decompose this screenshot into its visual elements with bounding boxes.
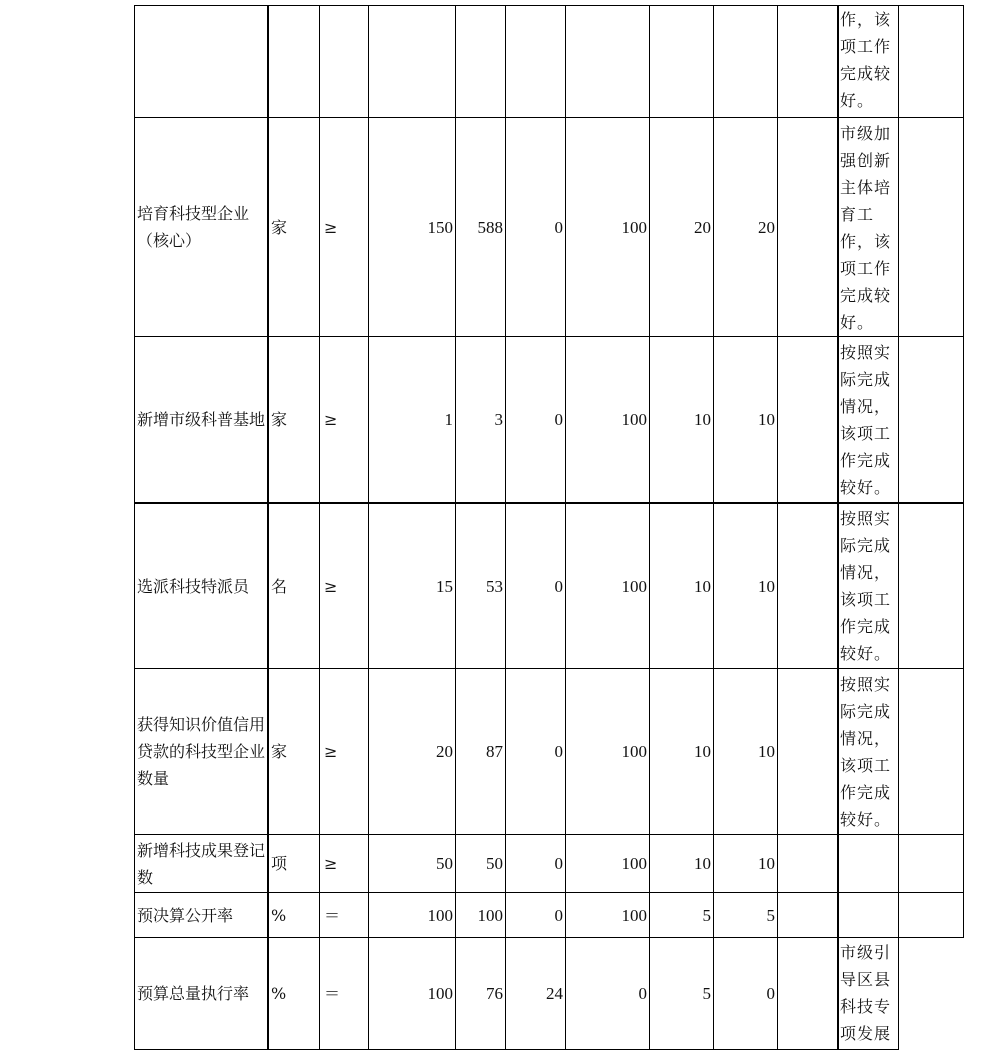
actual-value-cell: 53: [486, 576, 503, 596]
completion-rate-cell: 100: [621, 217, 647, 237]
weight-cell: 10: [694, 410, 711, 429]
target-value-cell: 1: [444, 410, 453, 429]
target-value-cell: 20: [436, 742, 453, 761]
unit-cell: 家: [271, 410, 288, 429]
score-cell: 10: [758, 854, 775, 873]
completion-rate-cell: 100: [621, 854, 647, 873]
indicator-name-cell: 选派科技特派员: [137, 576, 250, 596]
col-divider: [319, 5, 320, 1050]
completion-rate-cell: 100: [621, 410, 647, 429]
target-value-cell: 150: [427, 217, 453, 237]
note-cell: 按照实际完成情况，该项工作完成较好。: [840, 509, 892, 663]
col-divider: [963, 5, 964, 938]
operator-cell: ≥: [324, 742, 338, 761]
score-cell: 10: [758, 410, 775, 429]
indicator-name-cell: 新增市级科普基地: [137, 410, 266, 429]
actual-value-cell: 87: [486, 742, 503, 761]
weight-cell: 10: [694, 854, 711, 873]
operator-cell: ≥: [324, 410, 338, 429]
operator-cell: ＝: [324, 984, 341, 1003]
col-divider: [134, 5, 135, 1050]
actual-value-cell: 3: [494, 410, 503, 429]
target-value-cell: 100: [427, 984, 453, 1003]
score-cell: 0: [766, 984, 775, 1003]
completion-rate-cell: 100: [621, 576, 647, 596]
weight-cell: 5: [702, 905, 711, 925]
actual-value-cell: 588: [477, 217, 503, 237]
deviation-cell: 0: [554, 742, 563, 761]
unit-cell: 名: [271, 576, 288, 596]
weight-cell: 20: [694, 217, 711, 237]
weight-cell: 10: [694, 576, 711, 596]
note-cell: 市级引导区县科技专项发展: [840, 943, 892, 1043]
deviation-cell: 24: [546, 984, 563, 1003]
indicator-name-cell: 新增科技成果登记数: [137, 840, 266, 887]
unit-cell: %: [271, 984, 287, 1003]
col-divider: [837, 5, 839, 1050]
score-cell: 10: [758, 742, 775, 761]
score-cell: 5: [766, 905, 775, 925]
completion-rate-cell: 100: [621, 905, 647, 925]
deviation-cell: 0: [554, 905, 563, 925]
indicator-name-cell: 预决算公开率: [137, 905, 234, 925]
unit-cell: 项: [271, 854, 288, 873]
target-value-cell: 15: [436, 576, 453, 596]
row-divider: [134, 1049, 898, 1050]
col-divider: [898, 5, 899, 1050]
unit-cell: %: [271, 905, 287, 925]
completion-rate-cell: 0: [638, 984, 647, 1003]
indicator-name-cell: 预算总量执行率: [137, 984, 250, 1003]
completion-rate-cell: 100: [621, 742, 647, 761]
note-cell: 按照实际完成情况，该项工作完成较好。: [840, 343, 892, 497]
note-cell: 作，该项工作完成较好。: [840, 10, 892, 110]
deviation-cell: 0: [554, 410, 563, 429]
score-cell: 20: [758, 217, 775, 237]
col-divider: [777, 5, 778, 1050]
target-value-cell: 100: [427, 905, 453, 925]
note-cell: 市级加强创新主体培育工作，该项工作完成较好。: [840, 124, 892, 332]
deviation-cell: 0: [554, 217, 563, 237]
deviation-cell: 0: [554, 576, 563, 596]
target-value-cell: 50: [436, 854, 453, 873]
operator-cell: ≥: [324, 217, 338, 237]
weight-cell: 10: [694, 742, 711, 761]
note-cell: 按照实际完成情况，该项工作完成较好。: [840, 675, 892, 829]
indicator-name-cell: 培育科技型企业（核心）: [137, 204, 250, 250]
unit-cell: 家: [271, 217, 288, 237]
indicator-name-cell: 获得知识价值信用贷款的科技型企业数量: [137, 715, 266, 788]
weight-cell: 5: [702, 984, 711, 1003]
score-cell: 10: [758, 576, 775, 596]
operator-cell: ≥: [324, 854, 338, 873]
operator-cell: ≥: [324, 576, 338, 596]
unit-cell: 家: [271, 742, 288, 761]
actual-value-cell: 50: [486, 854, 503, 873]
actual-value-cell: 100: [477, 905, 503, 925]
deviation-cell: 0: [554, 854, 563, 873]
operator-cell: ＝: [324, 905, 341, 925]
actual-value-cell: 76: [486, 984, 503, 1003]
